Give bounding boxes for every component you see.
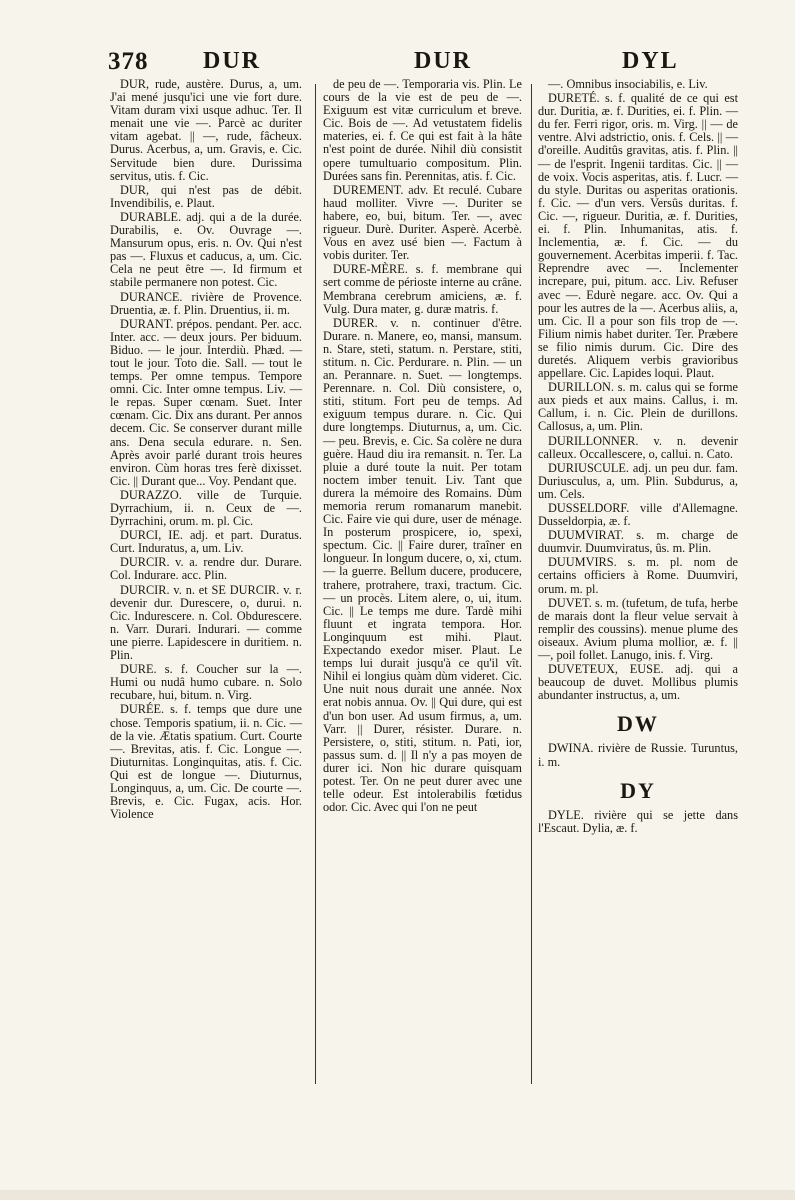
dictionary-entry: DURAZZO. ville de Turquie. Dyrrachium, ii. n. Ceux de —. Dyrrachini, orum. m. pl. Cic. [110,487,302,529]
dictionary-entry: DUSSELDORF. ville d'Allemagne. Dusseldorpia, æ. f. [538,501,738,529]
dictionary-entry: DUVET. s. m. (tufetum, de tufa, herbe de marais dont la fleur velue servait à remplir des coussins). menue plume des oiseaux. Avium pluma mollior, æ. f. || —, poil follet. Lanugo, inis. f. Virg. [538,595,738,663]
dictionary-entry: DURETÉ. s. f. qualité de ce qui est dur. Duritia, æ. f. Durities, ei. f. Plin. — du fer. Ferri rigor, oris. m. Virg. || — de ventre. Alvi adstrictio, onis. f. Cels. || — d'oreille. Auditûs gravitas, atis. f. Plin. || — de l'esprit. Ingenii tarditas. Cic. || — de voix. Vocis asperitas, atis. f. Lucr. — du style. Duritas ou asperitas orationis. f. Cic. — d'un vers. Versûs duritas. f. Cic. —, rigueur. Duritia, æ. f. Durities, ei. f. Plin. Inhumanitas, atis. f. Inclementia, æ. f. Cic. — du gouvernement. Acerbitas imperii. f. Tac. Reprendre avec —. Inclementer increpare, pui, pitum. acc. Liv. Refuser avec —. Edurè negare. acc. Ov. Qui a pour les autres de la —. Acerbus aliis, a, um. Cic. Il a pour son fils trop de —. Filium nimis habet duriter. Ter. Præbere se filio nimis durum. Cic. Dire des duretés. Aliquem verbis gravioribus appellare. Cic. Lapides loqui. Plaut. [538,91,738,381]
column-divider [315,84,316,1084]
dictionary-entry: DURCIR. v. a. rendre dur. Durare. Col. Indurare. acc. Plin. [110,555,302,583]
dictionary-entry: —. Omnibus insociabilis, e. Liv. [548,77,708,91]
dictionary-entry: DUUMVIRAT. s. m. charge de duumvir. Duumviratus, ûs. m. Plin. [538,528,738,556]
column-1 [110,78,302,822]
dictionary-entry: DURILLON. s. m. calus qui se forme aux pieds et aux mains. Callus, i. m. Callum, i. n. Cic. Plein de durillons. Callosus, a, um. Plin. [538,380,738,434]
dictionary-entry: DURE-MÈRE. s. f. membrane qui sert comme de périoste interne au crâne. Membrana cerebrum amiciens, æ. f. Vulg. Dura mater, g. duræ matris. f. [323,262,522,316]
dictionary-entry: DURER. v. n. continuer d'être. Durare. n. Manere, eo, mansi, mansum. n. Stare, steti, statum. n. Perstare, stiti, stitum. n. Cic. Perdurare. n. Plin. — un an. Perannare. n. Suet. — longtemps. Perennare. n. Col. Diù consistere, o, stiti, stitum. Fort peu de temps. Ad exiguum tempus durare. n. Cic. Qui dure longtemps. Diuturnus, a, um. Cic. — peu. Brevis, e. Cic. Sa colère ne dura guère. Haud diu ira remansit. n. Ter. La pluie a duré toute la nuit. Per totam noctem imber tenuit. Liv. Tant que durera la mémoire des Romains. Dùm memoria rerum romanarum manebit. Cic. Faire vie qui dure, user de ménage. In posterum prospicere, io, spexi, spectum. Cic. || Faire durer, traîner en longueur. In longum ducere, o, xi, ctum. — la guerre. Bellum ducere, producere, trahere, protrahere, traxi, tractum. Cic. — un procès. Litem alere, o, ui, itum. Cic. || Le temps me dure. Tardè mihi fluunt et ingrata tempora. Hor. Longinquum est mihi. Plaut. Expectando exedor miser. Plaut. Le temps lui durait jusqu'à ce qu'il vît. Nihil ei longius quàm dùm videret. Cic. Une nuit nous durait une année. Nox erat nobis annua. Ov. || Qui dure, qui est d'un bon user. Ad usum firmus, a, um. Varr. || Durer, résister. Durare. n. Persistere, o, stiti, stitum. n. Pati, ior, passus sum. d. || Il n'y a pas moyen de durer ici. Non hic durare quisquam potest. Ter. On ne peut durer avec une telle odeur. Est intolerabilis fœtidus odor. Cic. Avec qui l'on ne peut [323,315,522,815]
dictionary-entry: DURANT. prépos. pendant. Per. acc. Inter. acc. — deux jours. Per biduum. Biduo. — le jour. Interdiù. Phæd. — tout le jour. Toto die. Sall. — tout le temps. Per omne tempus. Tempore omni. Cic. Inter omne tempus. Liv. — le repas. Super cœnam. Suet. Inter cœnam. Cic. Dix ans durant. Per annos decem. Cic. Se conserver durant mille ans. Dena secula edurare. n. Sen. Après avoir parlé durant trois heures environ. Cùm horas tres ferè dixisset. Cic. || Durant que... Voy. Pendant que. [110,316,302,488]
running-header [108,46,696,80]
page-edge [0,1190,795,1200]
section-heading: DW [617,711,659,737]
dictionary-entry: DURE. s. f. Coucher sur la —. Humi ou nudâ humo cubare. n. Solo recubare, hui, bitum. n. Virg. [110,662,302,703]
dictionary-entry: DUVETEUX, EUSE. adj. qui a beaucoup de duvet. Mollibus plumis abundanter instructus, a, um. [538,662,738,703]
guide-word-right: DYL [622,48,679,74]
dictionary-entry: DURCIR. v. n. et SE DURCIR. v. r. devenir dur. Durescere, o, durui. n. Cic. Indurescere. n. Col. Obdurescere. n. Varr. Durari. Indurari. — comme une pierre. Lapidescere in duritiem. n. Plin. [110,582,302,663]
dictionary-entry: DURIUSCULE. adj. un peu dur. fam. Duriusculus, a, um. Plin. Subdurus, a, um. Cels. [538,460,738,501]
dictionary-entry: de peu de —. Temporaria vis. Plin. Le cours de la vie est de peu de —. Exiguum est vitæ curriculum et breve. Cic. Bois de —. Ad vetustatem fidelis materies, ei. f. Ce qui est fait à la hâte n'est point de durée. Nihil diù consistit opere tumultuario compositum. Plin. Durées sans fin. Perennitas, atis. f. Cic. [323,77,522,183]
dictionary-entry: DUREMENT. adv. Et reculé. Cubare haud molliter. Vivre —. Duriter se habere, eo, bui, bitum. Ter. —, avec rigueur. Durè. Duriter. Asperè. Acerbè. Vous en avez usé bien —. Factum à vobis duriter. Ter. [323,182,522,263]
dictionary-entry: DUR, qui n'est pas de débit. Invendibilis, e. Plaut. [110,182,302,210]
column-3 [538,78,738,836]
guide-word-center: DUR [414,48,472,74]
dictionary-entry: DURABLE. adj. qui a de la durée. Durabilis, e. Ov. Ouvrage —. Mansurum opus, eris. n. Ov. Qui n'est pas —. Fluxus et caducus, a, um. Cic. Cela ne peut être —. Id firmum et stabile permanere non potest. Cic. [110,209,302,290]
dictionary-entry: DUR, rude, austère. Durus, a, um. J'ai mené jusqu'ici une vie fort dure. Vitam duram vixi usque adhuc. Ter. Il menait une vie —. Parcè ac duriter vitam agebat. || —, rude, fâcheux. Durus. Acerbus, a, um. Gravis, e. Cic. Servitude bien dure. Durissima servitus, utis. f. Cic. [110,77,302,183]
column-divider [531,84,532,1084]
column-2 [323,78,522,815]
page-number: 378 [108,48,149,75]
section-heading: DY [620,777,656,803]
dictionary-entry: DWINA. rivière de Russie. Turuntus, i. m. [538,741,738,769]
dictionary-entry: DURANCE. rivière de Provence. Druentia, æ. f. Plin. Druentius, ii. m. [110,289,302,317]
dictionary-entry: DURCI, IE. adj. et part. Duratus. Curt. Induratus, a, um. Liv. [110,528,302,556]
dictionary-entry: DYLE. rivière qui se jette dans l'Escaut. Dylia, æ. f. [538,807,738,835]
guide-word-left: DUR [203,48,261,74]
dictionary-entry: DUUMVIRS. s. m. pl. nom de certains officiers à Rome. Duumviri, orum. m. pl. [538,555,738,596]
dictionary-entry: DURÉE. s. f. temps que dure une chose. Temporis spatium, ii. n. Cic. — de la vie. Ætatis spatium. Curt. Courte —. Brevitas, atis. f. Cic. Longue —. Diuturnitas. Longinquitas, atis. f. Cic. Qui est de longue —. Diuturnus, Longinquus, a, um. Cic. De courte —. Brevis, e. Cic. Fugax, acis. Hor. Violence [110,702,302,822]
dictionary-entry: DURILLONNER. v. n. devenir calleux. Occallescere, o, callui. n. Cato. [538,433,738,461]
